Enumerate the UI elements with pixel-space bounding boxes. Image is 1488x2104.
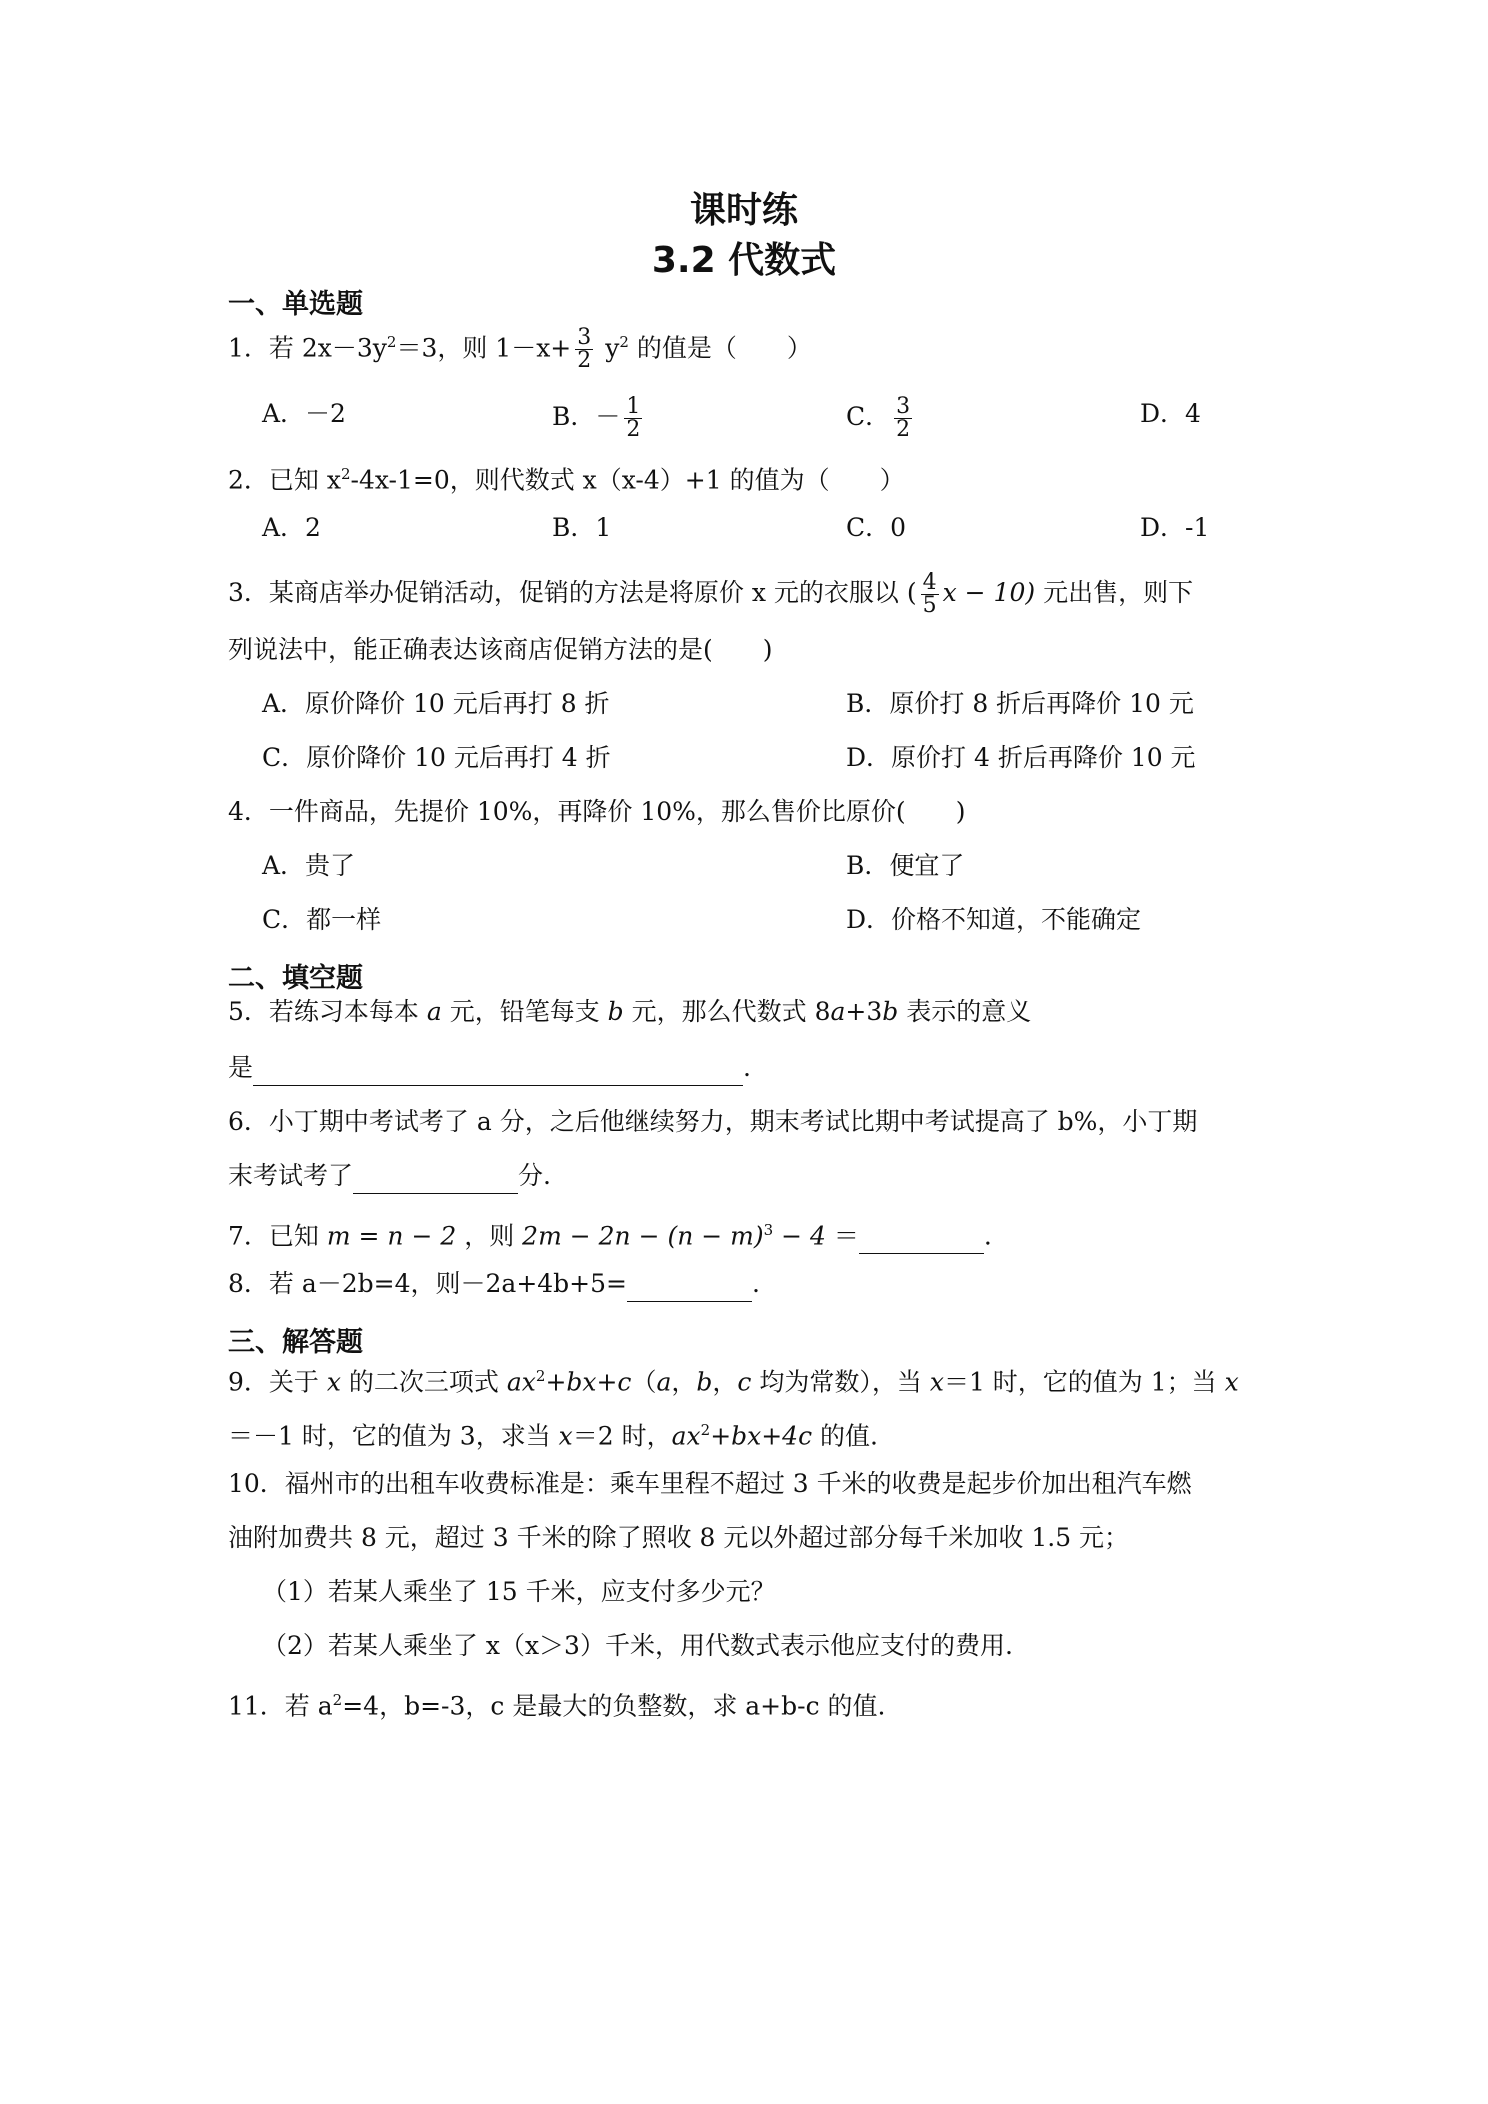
- question-8: 8．若 a－2b=4，则－2a+4b+5= .: [228, 1266, 760, 1302]
- question-1: 1．若 $2x-3y^2=3$，则 1－x+ $\frac{3}{2}$ $y^2$ 的值是（ ）: [228, 325, 812, 374]
- question-10: 10．福州市的出租车收费标准是：乘车里程不超过 3 千米的收费是起步价加出租汽车燃: [228, 1469, 1192, 1498]
- q2-option-c: C．0: [846, 513, 907, 542]
- q3-option-d: D．原价打 4 折后再降价 10 元: [846, 743, 1196, 772]
- q4-option-c: C．都一样: [262, 905, 382, 934]
- question-4: 4．一件商品，先提价 10%，再降价 10%，那么售价比原价( ): [228, 797, 966, 826]
- q3-option-a: A．原价降价 10 元后再打 8 折: [262, 689, 610, 718]
- answer-blank[interactable]: [627, 1275, 752, 1302]
- question-5-line-2: 是 .: [228, 1050, 751, 1086]
- q1-option-d: D．4: [1140, 399, 1201, 428]
- q3-option-c: C．原价降价 10 元后再打 4 折: [262, 743, 611, 772]
- question-9: 9．关于 x 的二次三项式 $ax^2+bx+c(a$，b，c 均为常数），当 x＝1 时，它的值为 1；当 x: [228, 1367, 1239, 1397]
- q3-option-b: B．原价打 8 折后再降价 10 元: [846, 689, 1194, 718]
- question-11: 11．若 $a^2=4$，b=-3，c 是最大的负整数，求 a+b-c 的值.: [228, 1691, 886, 1721]
- section-heading-solve: 三、解答题: [228, 1327, 363, 1358]
- question-6: 6．小丁期中考试考了 a 分，之后他继续努力，期末考试比期中考试提高了 b%，小丁期: [228, 1107, 1198, 1136]
- q2-option-b: B．1: [552, 513, 612, 542]
- question-3-line-2: 列说法中，能正确表达该商店促销方法的是( ): [228, 635, 773, 664]
- answer-blank[interactable]: [353, 1167, 518, 1194]
- q4-option-a: A．贵了: [262, 851, 356, 880]
- q1-option-b: B．－ $\frac{1}{2}$: [552, 394, 641, 442]
- page-title: 课时练: [689, 190, 798, 231]
- question-10-line-2: 油附加费共 8 元，超过 3 千米的除了照收 8 元以外超过部分每千米加收 1.5 元；: [228, 1523, 1130, 1552]
- question-10-part-2: （2）若某人乘坐了 x（x＞3）千米，用代数式表示他应支付的费用.: [262, 1631, 1013, 1660]
- question-6-line-2: 末考试考了 分.: [228, 1158, 551, 1194]
- question-3: 3．某商店举办促销活动，促销的方法是将原价 x 元的衣服以 ( $\frac{4}{5}$ x − 10) 元出售，则下: [228, 570, 1194, 618]
- fraction: $\frac{3}{2}$: [577, 325, 592, 374]
- question-10-part-1: （1）若某人乘坐了 15 千米，应支付多少元？: [262, 1577, 776, 1606]
- question-9-line-2: ＝－1 时，它的值为 3，求当 x＝2 时，$ax^2+bx+4c$ 的值.: [228, 1421, 878, 1451]
- q2-option-d: D．-1: [1140, 513, 1210, 542]
- question-7: 7．已知 m = n − 2 ，则 $2m - 2n - (n - m)^3 - 4$ ＝ .: [228, 1212, 992, 1254]
- answer-blank[interactable]: [859, 1227, 984, 1254]
- q4-option-b: B．便宜了: [846, 851, 965, 880]
- q4-option-d: D．价格不知道，不能确定: [846, 905, 1142, 934]
- question-2: 2．已知 $x^2-4x-1=0$，则代数式 x（x-4）+1 的值为（ ）: [228, 465, 905, 495]
- section-heading-single-choice: 一、单选题: [228, 289, 363, 320]
- section-heading-fill-blank: 二、填空题: [228, 963, 363, 994]
- q2-option-a: A．2: [262, 513, 321, 542]
- q1-option-c: C． $\frac{3}{2}$: [846, 394, 911, 442]
- page-subtitle: 3.2 代数式: [651, 240, 837, 281]
- q1-option-a: A．－2: [262, 399, 346, 428]
- question-5: 5．若练习本每本 a 元，铅笔每支 b 元，那么代数式 8a+3b 表示的意义: [228, 997, 1032, 1026]
- answer-blank[interactable]: [253, 1059, 743, 1086]
